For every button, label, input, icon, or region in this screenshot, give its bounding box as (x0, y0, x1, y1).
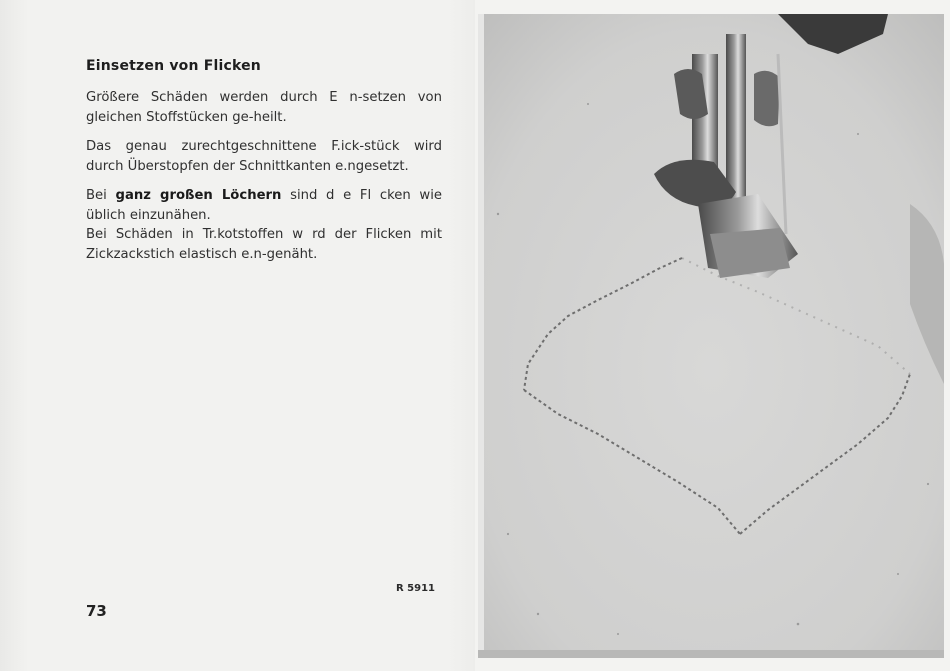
page-number: 73 (86, 602, 107, 620)
paragraph-4: Bei Schäden in Tr.kotstoffen w rd der Flicken mit Zickzackstich elastisch e.n-genäht. (86, 227, 442, 262)
sewing-photo (478, 14, 944, 658)
emphasis-text: ganz großen Löchern (115, 188, 282, 203)
text-block (86, 58, 442, 274)
paragraph-1: Größere Schäden werden durch E n-setzen von gleichen Stoffstücken ge-heilt. (86, 90, 442, 125)
photo-bottom-edge (478, 650, 944, 658)
paragraph-3: Bei ganz großen Löchern sind d e Fl cken wie üblich einzunähen. (86, 188, 442, 223)
reference-code: R 5911 (396, 583, 436, 594)
page-heading: Einsetzen von Flicken (86, 58, 261, 74)
photo-edge (478, 14, 484, 658)
paragraph-2: Das genau zurechtgeschnittene F.ick-stück wird durch Überstopfen der Schnittkanten e.ngesetzt. (86, 139, 442, 174)
sewing-photo-illustration (478, 14, 944, 658)
